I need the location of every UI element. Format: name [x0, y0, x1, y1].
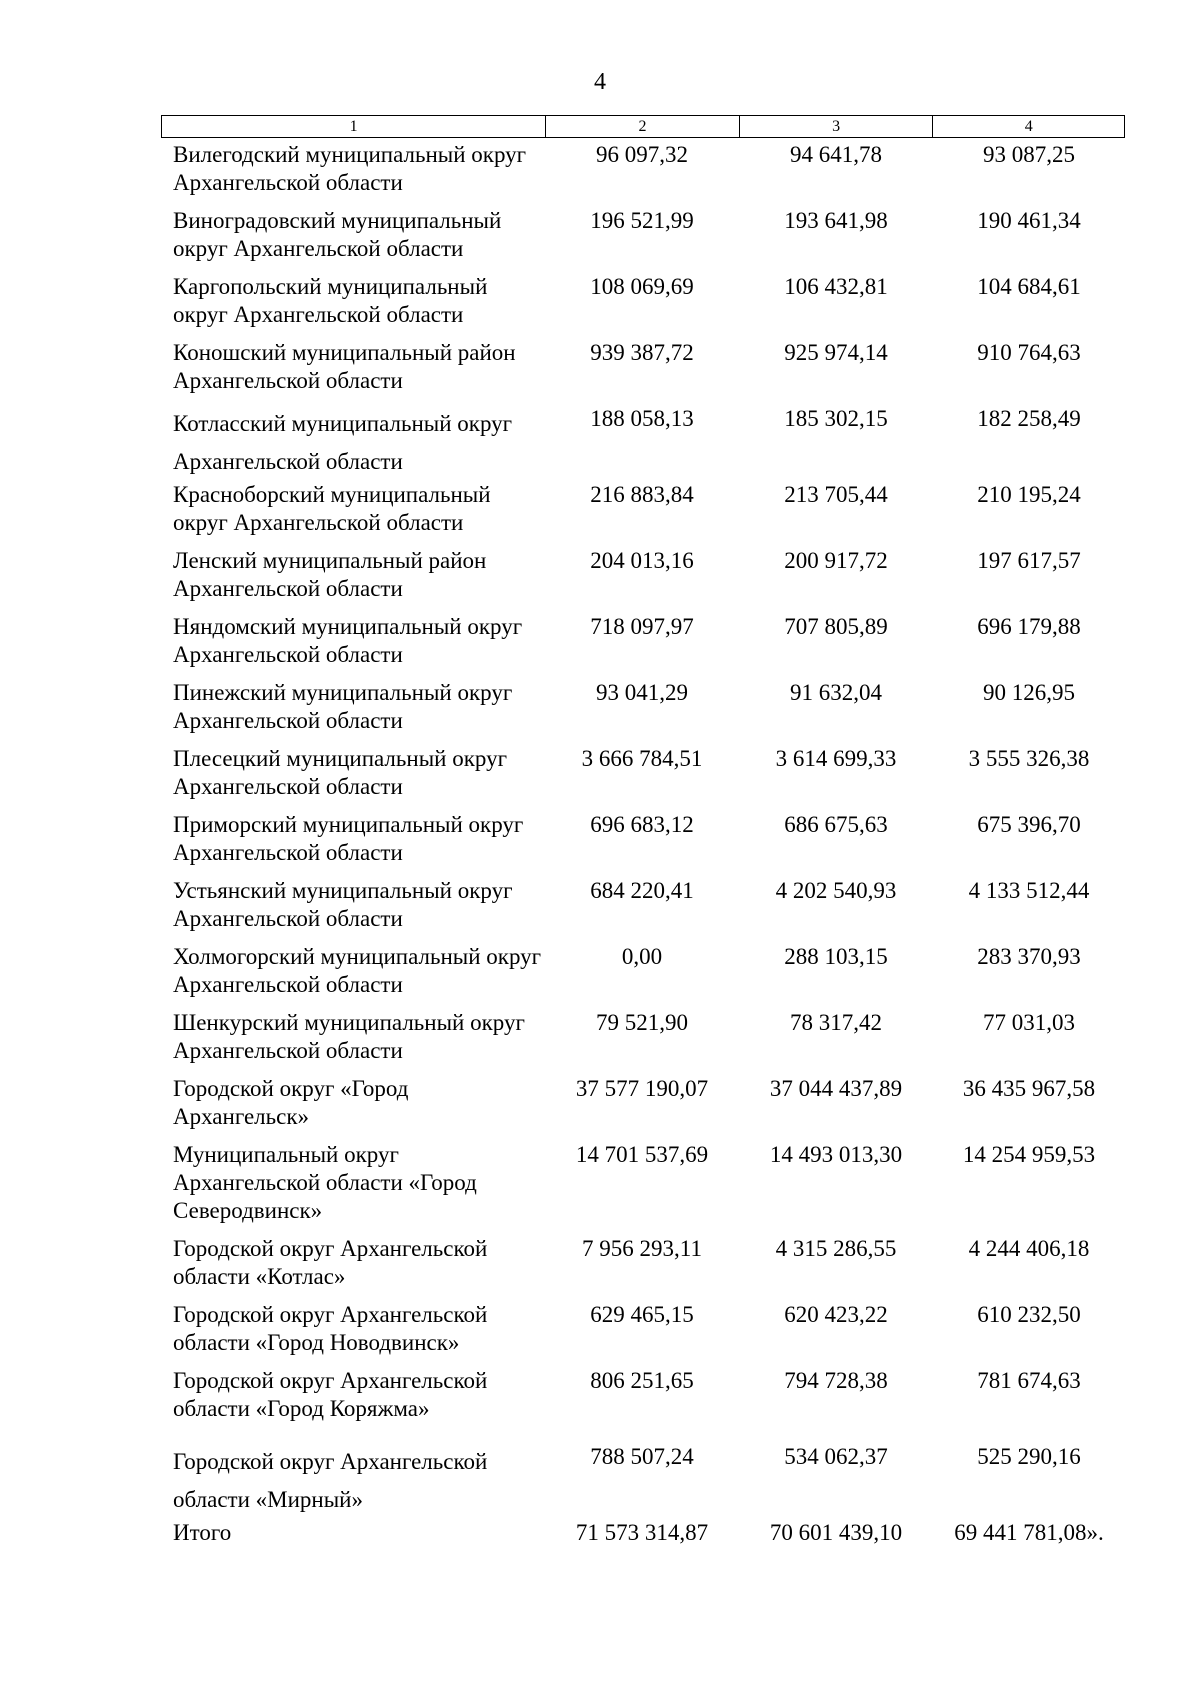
total-label: Итого: [173, 1520, 232, 1545]
table-row: [161, 1075, 1125, 1141]
value-col-4: 90 126,95: [983, 680, 1075, 705]
value-col-3: 707 805,89: [784, 614, 888, 639]
municipality-name: Красноборский муниципальный округ Архангельской области: [173, 482, 491, 535]
table-row: [161, 1009, 1125, 1075]
value-col-3: 3 614 699,33: [775, 746, 897, 771]
value-col-4: 781 674,63: [977, 1368, 1081, 1393]
value-col-4: 36 435 967,58: [962, 1076, 1096, 1101]
municipality-name: Городской округ «Город Архангельск»: [173, 1076, 409, 1129]
table-row: [161, 141, 1125, 207]
table-row: [161, 811, 1125, 877]
value-col-2: 188 058,13: [590, 406, 694, 431]
value-col-3: 288 103,15: [784, 944, 888, 969]
value-col-3: 4 202 540,93: [775, 878, 897, 903]
municipality-name: Городской округ Архангельской области «Город Коряжма»: [173, 1368, 488, 1421]
value-col-4: 3 555 326,38: [968, 746, 1090, 771]
value-col-2: 79 521,90: [596, 1010, 688, 1035]
table-row: [161, 405, 1125, 481]
table-row: [161, 1443, 1125, 1519]
municipality-name: Ленский муниципальный район Архангельской области: [173, 548, 487, 601]
value-col-2: 93 041,29: [596, 680, 688, 705]
value-col-3: 4 315 286,55: [775, 1236, 897, 1261]
value-col-4: 283 370,93: [977, 944, 1081, 969]
value-col-4: 104 684,61: [977, 274, 1081, 299]
table-body: [161, 141, 1125, 1559]
value-col-2: 718 097,97: [590, 614, 694, 639]
column-number-1: 1: [349, 118, 358, 135]
value-col-4: 77 031,03: [983, 1010, 1075, 1035]
value-col-2: 0,00: [621, 944, 663, 969]
value-col-4: 910 764,63: [977, 340, 1081, 365]
municipality-name: Вилегодский муниципальный округ Архангельской области: [173, 142, 527, 195]
value-col-2: 3 666 784,51: [581, 746, 703, 771]
value-col-3: 794 728,38: [784, 1368, 888, 1393]
table-row: [161, 745, 1125, 811]
total-col-3: 70 601 439,10: [769, 1520, 903, 1545]
table-column-numbers: [161, 115, 1125, 138]
value-col-4: 696 179,88: [977, 614, 1081, 639]
municipality-name: Приморский муниципальный округ Архангельской области: [173, 812, 524, 865]
table-row: [161, 877, 1125, 943]
value-col-3: 686 675,63: [784, 812, 888, 837]
value-col-2: 788 507,24: [590, 1444, 694, 1469]
municipality-name: Котласский муниципальный округ Архангельской области: [173, 411, 513, 474]
table-row: [161, 273, 1125, 339]
value-col-4: 210 195,24: [977, 482, 1081, 507]
value-col-2: 204 013,16: [590, 548, 694, 573]
value-col-4: 525 290,16: [977, 1444, 1081, 1469]
value-col-3: 91 632,04: [790, 680, 882, 705]
value-col-4: 14 254 959,53: [962, 1142, 1096, 1167]
value-col-2: 7 956 293,11: [582, 1236, 702, 1261]
table-row: [161, 679, 1125, 745]
value-col-3: 200 917,72: [784, 548, 888, 573]
table-row: [161, 1235, 1125, 1301]
municipality-name: Холмогорский муниципальный округ Архангельской области: [173, 944, 542, 997]
value-col-2: 196 521,99: [590, 208, 694, 233]
table-row: [161, 547, 1125, 613]
municipality-name: Пинежский муниципальный округ Архангельской области: [173, 680, 513, 733]
municipality-name: Городской округ Архангельской области «Город Новодвинск»: [173, 1302, 488, 1355]
municipality-name: Городской округ Архангельской области «Мирный»: [173, 1449, 488, 1512]
value-col-4: 197 617,57: [977, 548, 1081, 573]
value-col-2: 696 683,12: [590, 812, 694, 837]
value-col-2: 216 883,84: [590, 482, 694, 507]
column-number-3: 3: [739, 116, 933, 137]
value-col-3: 534 062,37: [784, 1444, 888, 1469]
value-col-3: 185 302,15: [784, 406, 888, 431]
total-col-4: 69 441 781,08».: [954, 1520, 1104, 1545]
column-number-4: 4: [932, 116, 1124, 137]
value-col-3: 213 705,44: [784, 482, 888, 507]
value-col-4: 190 461,34: [977, 208, 1081, 233]
value-col-2: 806 251,65: [590, 1368, 694, 1393]
value-col-2: 684 220,41: [590, 878, 694, 903]
column-number-2: 2: [545, 116, 739, 137]
value-col-4: 93 087,25: [983, 142, 1075, 167]
table-total-row: [161, 1519, 1125, 1559]
value-col-4: 4 244 406,18: [968, 1236, 1090, 1261]
table-row: [161, 339, 1125, 405]
municipality-name: Плесецкий муниципальный округ Архангельской области: [173, 746, 508, 799]
value-col-3: 193 641,98: [784, 208, 888, 233]
table-row: [161, 481, 1125, 547]
value-col-2: 939 387,72: [590, 340, 694, 365]
value-col-2: 37 577 190,07: [575, 1076, 709, 1101]
municipality-name: Устьянский муниципальный округ Архангельской области: [173, 878, 513, 931]
municipality-name: Каргопольский муниципальный округ Архангельской области: [173, 274, 488, 327]
value-col-3: 14 493 013,30: [769, 1142, 903, 1167]
table-row: [161, 1367, 1125, 1443]
value-col-3: 37 044 437,89: [769, 1076, 903, 1101]
municipality-name: Городской округ Архангельской области «Котлас»: [173, 1236, 488, 1289]
value-col-3: 106 432,81: [784, 274, 888, 299]
value-col-2: 629 465,15: [590, 1302, 694, 1327]
table-row: [161, 1301, 1125, 1367]
value-col-4: 4 133 512,44: [968, 878, 1090, 903]
municipality-name: Няндомский муниципальный округ Архангельской области: [173, 614, 523, 667]
value-col-2: 96 097,32: [596, 142, 688, 167]
municipality-name: Коношский муниципальный район Архангельской области: [173, 340, 516, 393]
municipality-name: Шенкурский муниципальный округ Архангельской области: [173, 1010, 525, 1063]
value-col-4: 182 258,49: [977, 406, 1081, 431]
total-col-2: 71 573 314,87: [575, 1520, 709, 1545]
value-col-2: 14 701 537,69: [575, 1142, 709, 1167]
value-col-3: 925 974,14: [784, 340, 888, 365]
municipality-name: Виноградовский муниципальный округ Архангельской области: [173, 208, 502, 261]
page-number: 4: [594, 69, 606, 95]
table-row: [161, 207, 1125, 273]
value-col-4: 610 232,50: [977, 1302, 1081, 1327]
table-row: [161, 1141, 1125, 1235]
value-col-4: 675 396,70: [977, 812, 1081, 837]
table-row: [161, 943, 1125, 1009]
value-col-3: 94 641,78: [790, 142, 882, 167]
value-col-3: 620 423,22: [784, 1302, 888, 1327]
value-col-2: 108 069,69: [590, 274, 694, 299]
table-row: [161, 613, 1125, 679]
value-col-3: 78 317,42: [790, 1010, 882, 1035]
municipality-name: Муниципальный округ Архангельской области «Город Северодвинск»: [173, 1142, 477, 1223]
